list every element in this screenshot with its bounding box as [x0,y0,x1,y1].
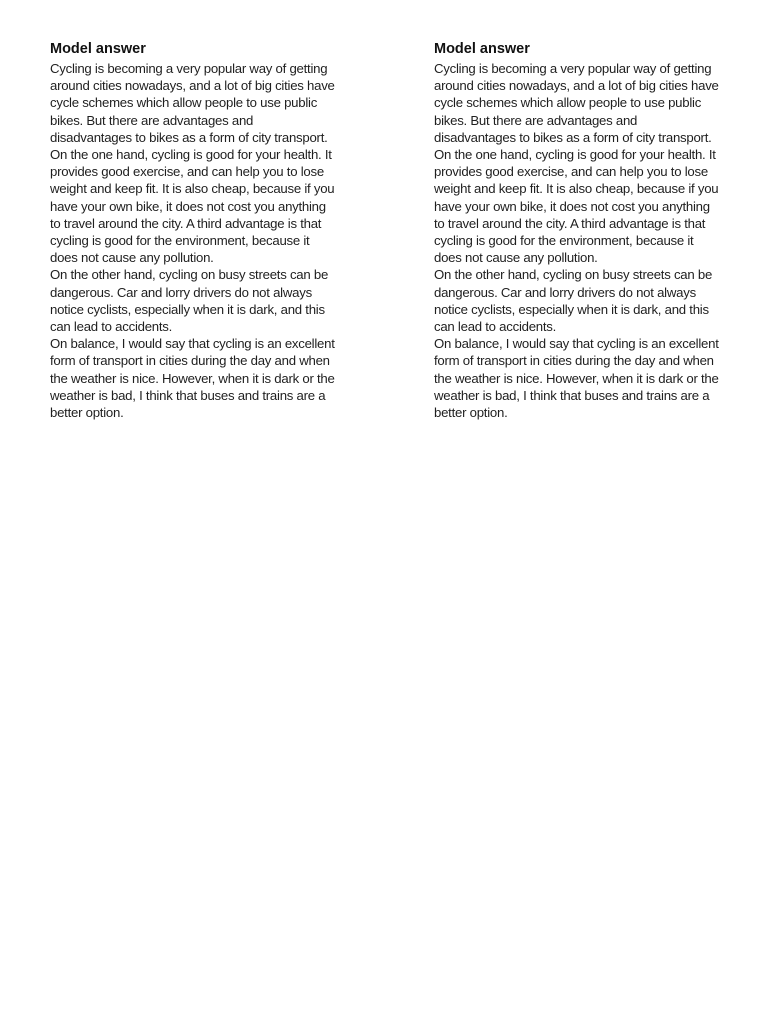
paragraph-advantages: On the one hand, cycling is good for your health. It provides good exercise, and can help you to lose weight and keep fit. It is also cheap, because if you have your own bike, it does not cost you anything to travel around the city. A third advantage is that cycling is good for the environment, because it does not cause any pollution. [50,147,335,266]
paragraph-advantages: On the one hand, cycling is good for your health. It provides good exercise, and can help you to lose weight and keep fit. It is also cheap, because if you have your own bike, it does not cost you anything to travel around the city. A third advantage is that cycling is good for the environment, because it does not cause any pollution. [434,147,719,266]
paragraph-intro: Cycling is becoming a very popular way of getting around cities nowadays, and a lot of big cities have cycle schemes which allow people to use public bikes. But there are advantages and disadvantages to bikes as a form of city transport. [434,61,719,145]
paragraph-disadvantages: On the other hand, cycling on busy streets can be dangerous. Car and lorry drivers do not always notice cyclists, especially when it is dark, and this can lead to accidents. [434,267,713,335]
paragraph-disadvantages: On the other hand, cycling on busy streets can be dangerous. Car and lorry drivers do not always notice cyclists, especially when it is dark, and this can lead to accidents. [50,267,329,335]
left-column [50,40,336,421]
paragraph-conclusion: On balance, I would say that cycling is an excellent form of transport in cities during the day and when the weather is nice. However, when it is dark or the weather is bad, I think that buses and trains are a better option. [434,336,719,421]
section-title: Model answer [50,41,146,57]
right-column [434,40,720,421]
paragraph-conclusion: On balance, I would say that cycling is an excellent form of transport in cities during the day and when the weather is nice. However, when it is dark or the weather is bad, I think that buses and trains are a better option. [50,336,335,421]
paragraph-intro: Cycling is becoming a very popular way of getting around cities nowadays, and a lot of big cities have cycle schemes which allow people to use public bikes. But there are advantages and disadvantages to bikes as a form of city transport. [50,61,335,145]
section-title: Model answer [434,41,530,57]
